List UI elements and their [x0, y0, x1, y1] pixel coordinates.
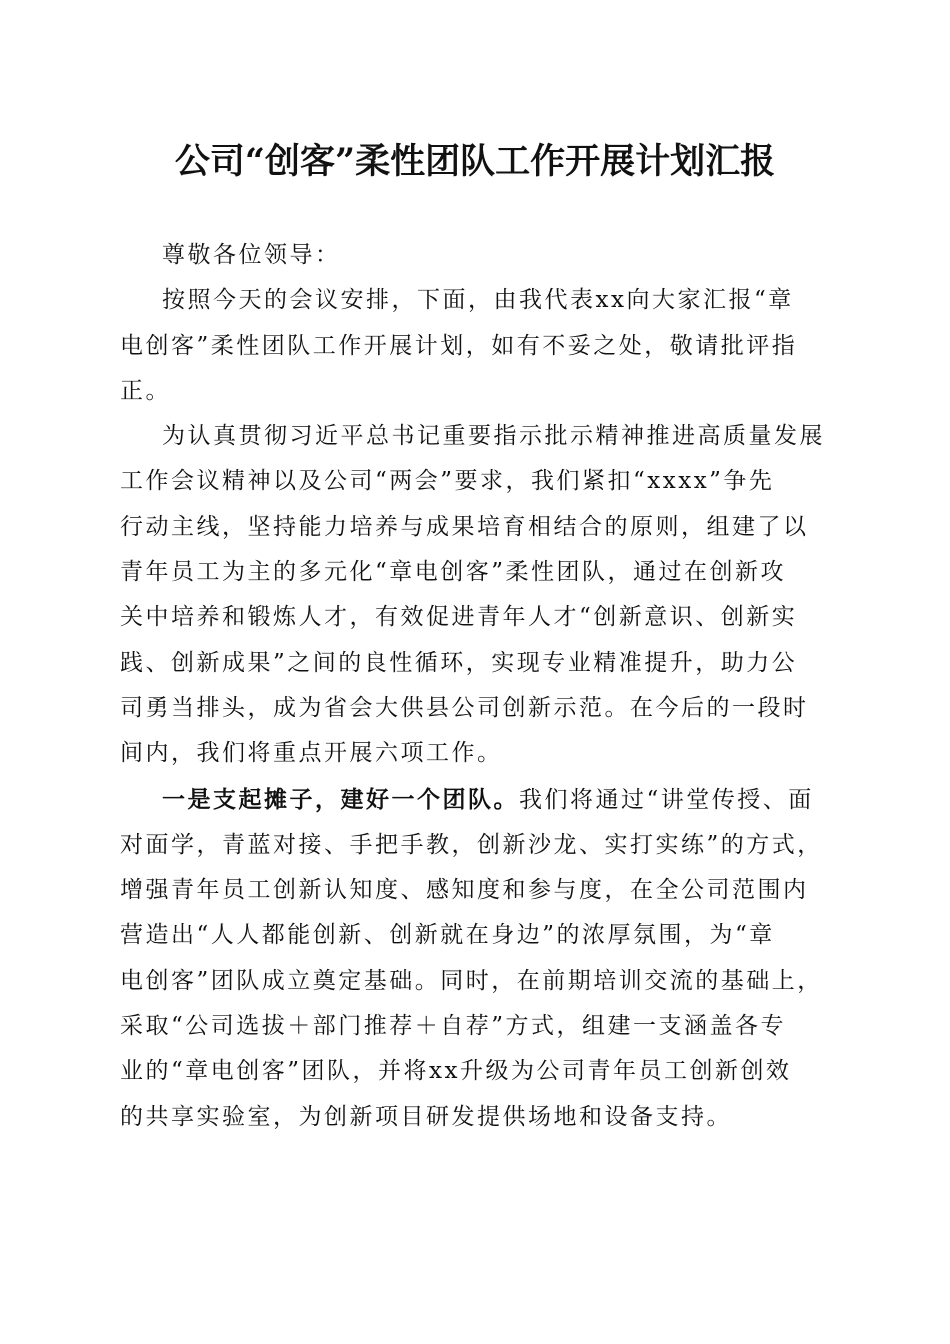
paragraph-2-line-8: 间内，我们将重点开展六项工作。: [120, 740, 503, 767]
paragraph-3: [120, 777, 832, 1140]
salutation-line: 尊敬各位领导：: [162, 242, 341, 268]
paragraph-3-line-3: 增强青年员工创新认知度、感知度和参与度，在全公司范围内: [120, 877, 809, 904]
paragraph-3-line-7: 业的“章电创客”团队，并将xx升级为公司青年员工创新创效: [120, 1058, 792, 1085]
paragraph-3-line-4: 营造出“人人都能创新、创新就在身边”的浓厚氛围，为“章: [120, 922, 775, 949]
paragraph-2-line-6: 践、创新成果”之间的良性循环，实现专业精准提升，助力公: [120, 649, 798, 676]
salutation: [120, 233, 832, 278]
paragraph-1-line-2: 电创客”柔性团队工作开展计划，如有不妥之处，敬请批评指: [120, 332, 798, 359]
paragraph-2-line-5: 关中培养和锻炼人才，有效促进青年人才“创新意识、创新实: [120, 604, 798, 631]
document-title: 公司“创客”柔性团队工作开展计划汇报: [174, 141, 776, 182]
paragraph-3-line-1: [120, 777, 832, 823]
paragraph-2-line-2: 工作会议精神以及公司“两会”要求，我们紧扣“xxxx”争先: [120, 468, 775, 495]
paragraph-3-first-rest: 我们将通过“讲堂传授、面: [519, 786, 814, 813]
paragraph-2-line-3: 行动主线，坚持能力培养与成果培育相结合的原则，组建了以: [120, 513, 809, 540]
paragraph-1: [120, 278, 832, 414]
paragraph-3-line-8: 的共享实验室，为创新项目研发提供场地和设备支持。: [120, 1103, 732, 1130]
paragraph-1-line-3: 正。: [120, 377, 171, 404]
paragraph-3-line-6: 采取“公司选拔＋部门推荐＋自荐”方式，组建一支涵盖各专: [120, 1013, 787, 1040]
paragraph-3-line-5: 电创客”团队成立奠定基础。同时，在前期培训交流的基础上，: [120, 967, 823, 994]
paragraph-1-line-1: 按照今天的会议安排，下面，由我代表xx向大家汇报“章: [162, 287, 794, 314]
paragraph-3-line-2: 对面学，青蓝对接、手把手教，创新沙龙、实打实练”的方式，: [120, 831, 823, 858]
paragraph-2: [120, 414, 832, 776]
paragraph-2-line-4: 青年员工为主的多元化“章电创客”柔性团队，通过在创新攻: [120, 559, 787, 586]
paragraph-2-line-7: 司勇当排头，成为省会大供县公司创新示范。在今后的一段时: [120, 694, 809, 721]
paragraph-3-heading: 一是支起摊子，建好一个团队。: [162, 785, 519, 813]
paragraph-2-line-1: 为认真贯彻习近平总书记重要指示批示精神推进高质量发展: [162, 423, 825, 450]
document-body: [120, 233, 832, 1140]
